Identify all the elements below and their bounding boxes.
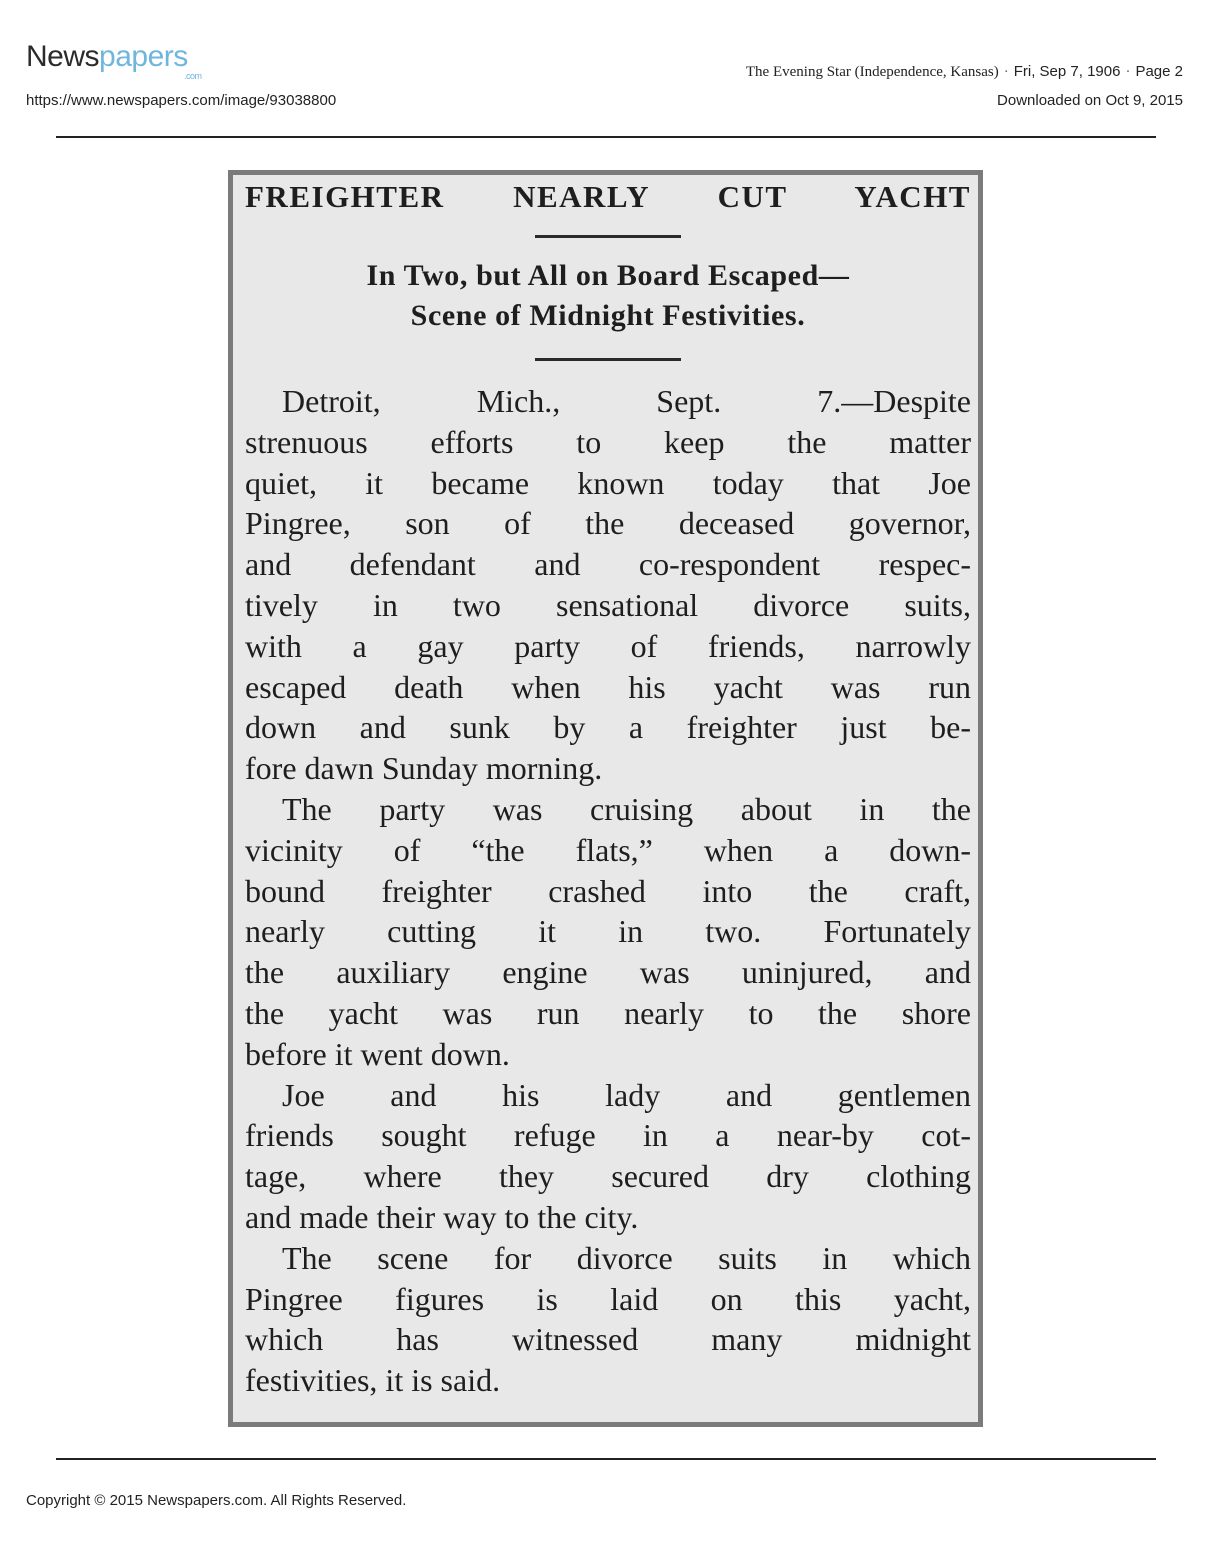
body-line: with a gay party of friends, narrowly [245,627,971,664]
body-line: bound freighter crashed into the craft, [245,872,971,909]
body-line: the auxiliary engine was uninjured, and [245,954,971,991]
article-clipping [228,170,983,1427]
body-line: nearly cutting it in two. Fortunately [245,913,971,950]
logo-text-papers: papers [99,40,188,73]
body-line: and made their way to the city. [245,1198,639,1235]
image-url: https://www.newspapers.com/image/93038800 [26,92,337,109]
body-line: down and sunk by a freighter just be- [245,709,971,746]
headline-rule [535,235,681,238]
header-divider [56,136,1156,138]
body-line: tively in two sensational divorce suits, [245,586,971,623]
body-line: escaped death when his yacht was run [245,668,971,705]
publication-title: The Evening Star (Independence, Kansas) [745,64,999,80]
subheadline-line: In Two, but All on Board Escaped— [366,259,850,292]
logo-text-news: News [26,40,100,73]
newspapers-logo[interactable] [26,40,202,81]
body-line: Detroit, Mich., Sept. 7.—Despite [282,383,971,419]
body-line: friends sought refuge in a near-by cot- [245,1117,971,1154]
body-line: The party was cruising about in the [282,790,971,827]
article-headline: FREIGHTER NEARLY CUT YACHT [245,179,971,214]
body-line: the yacht was run nearly to the shore [245,994,971,1031]
publication-line: The Evening Star (Independence, Kansas) · Fri, Sep 7, 1906 · Page 2 [745,63,1183,80]
body-line: Pingree figures is laid on this yacht, [245,1280,971,1317]
body-line: strenuous efforts to keep the matter [245,423,971,460]
body-line: which has witnessed many midnight [245,1321,971,1358]
body-line: quiet, it became known today that Joe [245,464,971,501]
body-line: tage, where they secured dry clothing [245,1158,971,1195]
body-line: vicinity of “the flats,” when a down- [245,831,971,868]
copyright-notice: Copyright © 2015 Newspapers.com. All Rights Reserved. [26,1492,407,1509]
body-line: and defendant and co-respondent respec- [245,546,971,583]
body-line: Pingree, son of the deceased governor, [245,505,971,542]
publication-page: Page 2 [1135,63,1183,80]
subheadline-line: Scene of Midnight Festivities. [410,299,806,332]
body-line: Joe and his lady and gentlemen [282,1076,971,1113]
subheadline-rule [535,358,681,361]
body-line: The scene for divorce suits in which [282,1239,971,1276]
article-subheadline [245,256,971,336]
body-line: festivities, it is said. [245,1362,501,1399]
body-line: before it went down. [245,1035,510,1072]
body-line: fore dawn Sunday morning. [245,750,603,787]
footer-divider [56,1458,1156,1460]
logo-text-dotcom: .com [184,71,202,81]
download-date: Downloaded on Oct 9, 2015 [997,92,1183,109]
article-body [245,381,971,1401]
publication-date: Fri, Sep 7, 1906 [1013,63,1121,80]
